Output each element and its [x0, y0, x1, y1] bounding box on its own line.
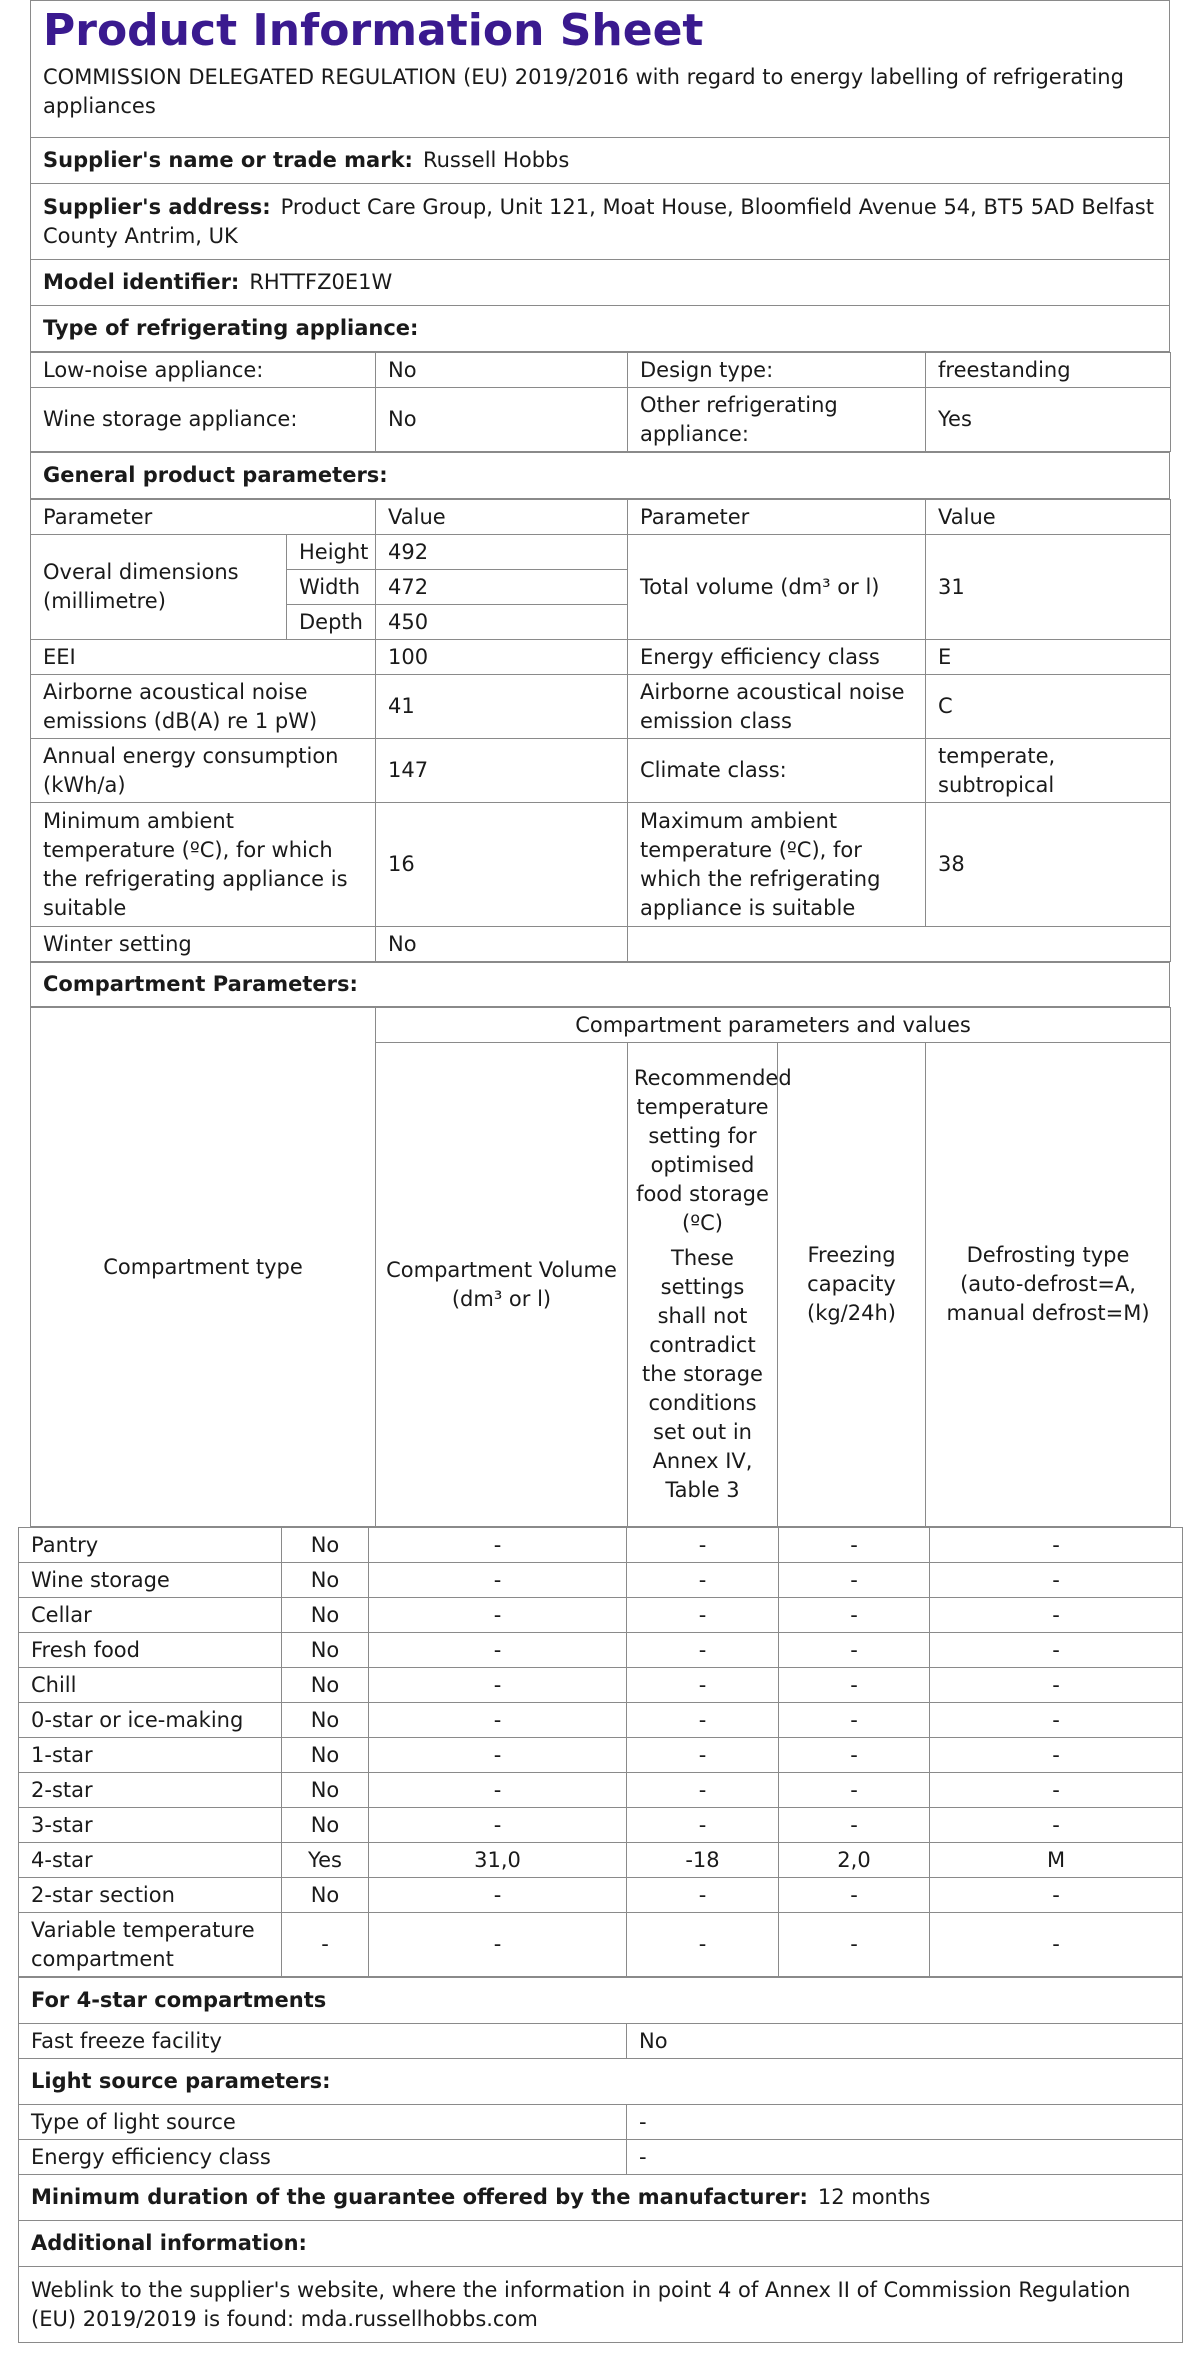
compartment-defrost: - [930, 1913, 1183, 1977]
compartment-temp: - [627, 1913, 779, 1977]
energy-class-value: E [926, 640, 1171, 675]
compartment-header-table [30, 1007, 1171, 1527]
compartment-freezing: - [779, 1633, 930, 1668]
design-type-label: Design type: [628, 353, 926, 388]
temperature-header-text: Recommended temperature setting for optimised food storage (ºC) [634, 1066, 792, 1235]
weblink-value: mda.russellhobbs.com [300, 2306, 538, 2331]
low-noise-value: No [376, 353, 628, 388]
table-row [19, 1563, 1183, 1598]
empty-cell [628, 927, 1171, 962]
table-row [19, 1528, 1183, 1563]
footer-table [18, 1977, 1183, 2343]
compartment-defrost: - [930, 1738, 1183, 1773]
compartment-heading-table [30, 962, 1170, 1007]
volume-header: Compartment Volume (dm³ or l) [376, 1043, 628, 1527]
compartment-name: Chill [19, 1668, 282, 1703]
compartment-freezing: 2,0 [779, 1843, 930, 1878]
compartment-present: No [282, 1633, 369, 1668]
compartment-defrost: - [930, 1563, 1183, 1598]
noise-class-label: Airborne acoustical noise emission class [628, 675, 926, 739]
compartment-name: Pantry [19, 1528, 282, 1563]
additional-heading: Additional information: [19, 2221, 1183, 2267]
product-information-sheet [30, 0, 1170, 2343]
supplier-address-row [31, 184, 1170, 260]
compartment-present: No [282, 1738, 369, 1773]
table-row [19, 1633, 1183, 1668]
compartment-rows [19, 1528, 1183, 1977]
weblink-label: Weblink to the supplier's website, where the information in point 4 of Annex II of Commission Regulation (EU) 2019/2019 is found: [31, 2277, 1131, 2331]
compartment-freezing: - [779, 1598, 930, 1633]
compartment-name: Fresh food [19, 1633, 282, 1668]
guarantee-row [19, 2175, 1183, 2221]
dimensions-label: Overal dimensions (millimetre) [31, 535, 287, 640]
compartment-defrost: - [930, 1598, 1183, 1633]
compartment-volume: - [369, 1738, 627, 1773]
climate-class-label: Climate class: [628, 739, 926, 803]
compartment-volume: - [369, 1563, 627, 1598]
table-row [19, 1598, 1183, 1633]
width-value: 472 [376, 570, 628, 605]
light-type-value: - [627, 2105, 1183, 2140]
compartment-name: Variable temperature compartment [19, 1913, 282, 1977]
compartment-freezing: - [779, 1738, 930, 1773]
col-value-2: Value [926, 500, 1171, 535]
compartment-temp: - [627, 1528, 779, 1563]
table-row [19, 1808, 1183, 1843]
table-row [19, 1668, 1183, 1703]
compartment-volume: 31,0 [369, 1843, 627, 1878]
height-value: 492 [376, 535, 628, 570]
general-parameters-table [30, 499, 1171, 962]
compartment-present: - [282, 1913, 369, 1977]
depth-label: Depth [287, 605, 376, 640]
type-section-heading: Type of refrigerating appliance: [31, 306, 1170, 352]
compartment-name: 1-star [19, 1738, 282, 1773]
height-label: Height [287, 535, 376, 570]
table-row [19, 1913, 1183, 1977]
compartment-temp: - [627, 1773, 779, 1808]
depth-value: 450 [376, 605, 628, 640]
annual-energy-value: 147 [376, 739, 628, 803]
page-title: Product Information Sheet [43, 5, 704, 56]
compartment-name: 2-star section [19, 1878, 282, 1913]
compartment-group-header: Compartment parameters and values [376, 1008, 1171, 1043]
eei-label: EEI [31, 640, 376, 675]
compartment-present: No [282, 1668, 369, 1703]
compartment-present: No [282, 1598, 369, 1633]
compartment-name: 3-star [19, 1808, 282, 1843]
compartment-freezing: - [779, 1913, 930, 1977]
other-appliance-label: Other refrigerating appliance: [628, 388, 926, 452]
compartment-present: No [282, 1808, 369, 1843]
supplier-name-label: Supplier's name or trade mark: [43, 148, 413, 172]
compartment-temp: - [627, 1668, 779, 1703]
compartment-volume: - [369, 1913, 627, 1977]
supplier-name: Russell Hobbs [422, 148, 570, 172]
compartment-freezing: - [779, 1563, 930, 1598]
compartment-name: Cellar [19, 1598, 282, 1633]
supplier-address: Product Care Group, Unit 121, Moat House, Bloomfield Avenue 54, BT5 5AD Belfast County Antrim, UK [43, 194, 1154, 248]
compartment-present: No [282, 1878, 369, 1913]
compartment-defrost: M [930, 1843, 1183, 1878]
light-heading: Light source parameters: [19, 2059, 1183, 2105]
wine-storage-value: No [376, 388, 628, 452]
compartment-temp: - [627, 1563, 779, 1598]
compartment-present: No [282, 1528, 369, 1563]
freezing-header: Freezing capacity (kg/24h) [778, 1043, 926, 1527]
min-temp-value: 16 [376, 803, 628, 927]
low-noise-label: Low-noise appliance: [31, 353, 376, 388]
compartment-name: Wine storage [19, 1563, 282, 1598]
compartment-temp: -18 [627, 1843, 779, 1878]
compartment-volume: - [369, 1878, 627, 1913]
compartment-rows-table [18, 1527, 1183, 1977]
compartment-name: 0-star or ice-making [19, 1703, 282, 1738]
compartment-name: 2-star [19, 1773, 282, 1808]
temperature-header-note: These settings shall not contradict the storage conditions set out in Annex IV, Table 3 [642, 1246, 763, 1502]
guarantee-label: Minimum duration of the guarantee offered by the manufacturer: [31, 2185, 808, 2209]
compartment-temp: - [627, 1878, 779, 1913]
col-parameter-1: Parameter [31, 500, 376, 535]
wine-storage-label: Wine storage appliance: [31, 388, 376, 452]
design-type-value: freestanding [926, 353, 1171, 388]
compartment-volume: - [369, 1598, 627, 1633]
model-identifier: RHTTFZ0E1W [249, 270, 393, 294]
compartment-temp: - [627, 1703, 779, 1738]
compartment-freezing: - [779, 1878, 930, 1913]
col-parameter-2: Parameter [628, 500, 926, 535]
temperature-header [628, 1043, 792, 1527]
compartment-volume: - [369, 1633, 627, 1668]
compartment-defrost: - [930, 1878, 1183, 1913]
compartment-heading: Compartment Parameters: [31, 963, 1170, 1007]
other-appliance-value: Yes [926, 388, 1171, 452]
general-heading: General product parameters: [31, 453, 1170, 499]
defrost-header: Defrosting type (auto-defrost=A, manual defrost=M) [926, 1043, 1171, 1527]
eei-value: 100 [376, 640, 628, 675]
model-row [31, 260, 1170, 306]
model-label: Model identifier: [43, 270, 240, 294]
compartment-defrost: - [930, 1773, 1183, 1808]
annual-energy-label: Annual energy consumption (kWh/a) [31, 739, 376, 803]
compartment-defrost: - [930, 1528, 1183, 1563]
compartment-defrost: - [930, 1633, 1183, 1668]
winter-setting-label: Winter setting [31, 927, 376, 962]
compartment-defrost: - [930, 1808, 1183, 1843]
compartment-temp: - [627, 1598, 779, 1633]
compartment-volume: - [369, 1703, 627, 1738]
width-label: Width [287, 570, 376, 605]
compartment-volume: - [369, 1668, 627, 1703]
compartment-temp: - [627, 1738, 779, 1773]
compartment-temp: - [627, 1633, 779, 1668]
compartment-freezing: - [779, 1773, 930, 1808]
compartment-present: Yes [282, 1843, 369, 1878]
max-temp-label: Maximum ambient temperature (ºC), for which the refrigerating appliance is suitable [628, 803, 926, 927]
compartment-volume: - [369, 1528, 627, 1563]
table-row [19, 1878, 1183, 1913]
noise-label: Airborne acoustical noise emissions (dB(A) re 1 pW) [31, 675, 376, 739]
energy-class-label: Energy efficiency class [628, 640, 926, 675]
compartment-defrost: - [930, 1703, 1183, 1738]
header-table [30, 0, 1170, 352]
total-volume-label: Total volume (dm³ or l) [628, 535, 926, 640]
compartment-volume: - [369, 1808, 627, 1843]
supplier-address-label: Supplier's address: [43, 194, 271, 219]
appliance-type-table [30, 352, 1171, 452]
compartment-present: No [282, 1703, 369, 1738]
guarantee-value: 12 months [817, 2185, 931, 2209]
light-type-label: Type of light source [19, 2105, 627, 2140]
title-cell [31, 1, 1170, 138]
climate-class-value: temperate, subtropical [926, 739, 1171, 803]
compartment-freezing: - [779, 1808, 930, 1843]
compartment-freezing: - [779, 1703, 930, 1738]
fast-freeze-label: Fast freeze facility [19, 2024, 627, 2059]
regulation-text: COMMISSION DELEGATED REGULATION (EU) 2019/2016 with regard to energy labelling of refrigerating appliances [43, 65, 1124, 118]
fast-freeze-value: No [627, 2024, 1183, 2059]
noise-value: 41 [376, 675, 628, 739]
min-temp-label: Minimum ambient temperature (ºC), for which the refrigerating appliance is suitable [31, 803, 376, 927]
light-eec-value: - [627, 2140, 1183, 2175]
weblink-row [19, 2267, 1183, 2343]
four-star-heading: For 4-star compartments [19, 1978, 1183, 2024]
compartment-freezing: - [779, 1668, 930, 1703]
col-value-1: Value [376, 500, 628, 535]
table-row [19, 1843, 1183, 1878]
table-row [19, 1738, 1183, 1773]
compartment-type-header: Compartment type [31, 1008, 376, 1527]
total-volume-value: 31 [926, 535, 1171, 640]
noise-class-value: C [926, 675, 1171, 739]
compartment-name: 4-star [19, 1843, 282, 1878]
light-eec-label: Energy efficiency class [19, 2140, 627, 2175]
table-row [19, 1703, 1183, 1738]
compartment-present: No [282, 1563, 369, 1598]
max-temp-value: 38 [926, 803, 1171, 927]
compartment-temp: - [627, 1808, 779, 1843]
compartment-volume: - [369, 1773, 627, 1808]
winter-setting-value: No [376, 927, 628, 962]
compartment-freezing: - [779, 1528, 930, 1563]
general-heading-table [30, 452, 1170, 499]
compartment-defrost: - [930, 1668, 1183, 1703]
compartment-present: No [282, 1773, 369, 1808]
supplier-name-row [31, 138, 1170, 184]
table-row [19, 1773, 1183, 1808]
